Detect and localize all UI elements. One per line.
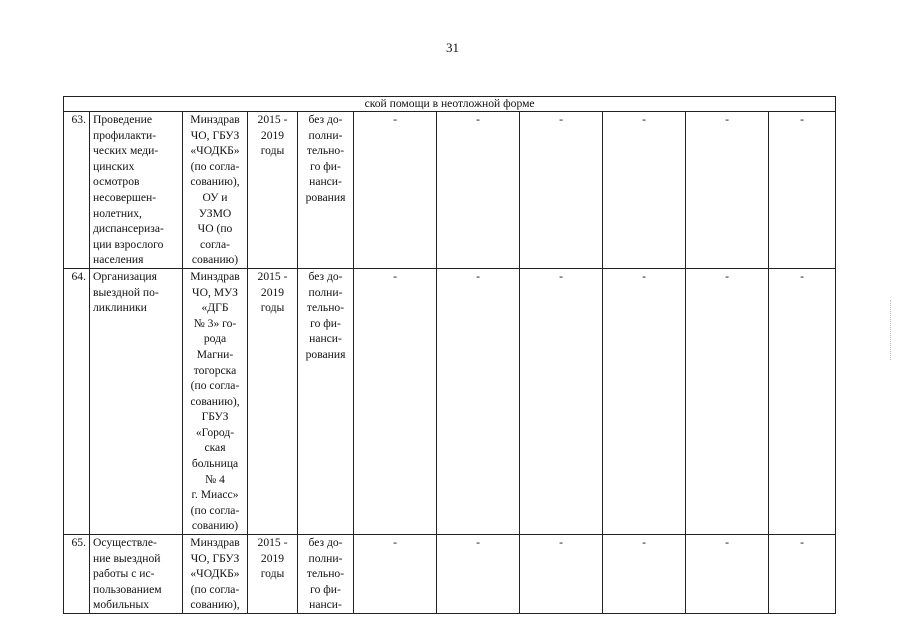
executor-cell: Минздрав ЧО, ГБУЗ «ЧОДКБ» (по согла- сованию), ОУ и УЗМО ЧО (по согла- сованию) — [183, 112, 248, 269]
executor-cell: Минздрав ЧО, ГБУЗ «ЧОДКБ» (по согла- сованию), — [183, 535, 248, 614]
row-number: 64. — [64, 268, 90, 534]
value-cell: - — [769, 535, 836, 614]
period-cell: 2015 - 2019 годы — [248, 268, 298, 534]
activity-cell: Осуществле- ние выездной работы с ис- пользованием мобильных — [90, 535, 183, 614]
value-cell: - — [437, 535, 520, 614]
value-cell: - — [603, 268, 686, 534]
value-cell: - — [437, 112, 520, 269]
value-cell: - — [603, 112, 686, 269]
value-cell: - — [603, 535, 686, 614]
program-table — [63, 96, 836, 614]
value-cell: - — [769, 268, 836, 534]
value-cell: - — [686, 268, 769, 534]
table-row — [64, 112, 836, 269]
value-cell: - — [686, 535, 769, 614]
scan-margin-marks — [890, 300, 895, 360]
activity-cell: Организация выездной по- ликлиники — [90, 268, 183, 534]
value-cell: - — [354, 535, 437, 614]
activity-cell: Проведение профилакти- ческих меди- цинских осмотров несовершен- нолетних, диспансериза- ции взрослого населения — [90, 112, 183, 269]
financing-cell: без до- полни- тельно- го фи- нанси- рования — [298, 268, 354, 534]
section-header-row — [64, 97, 836, 112]
value-cell: - — [437, 268, 520, 534]
period-cell: 2015 - 2019 годы — [248, 535, 298, 614]
value-cell: - — [520, 535, 603, 614]
value-cell: - — [686, 112, 769, 269]
financing-cell: без до- полни- тельно- го фи- нанси- — [298, 535, 354, 614]
table-row — [64, 535, 836, 614]
value-cell: - — [354, 112, 437, 269]
value-cell: - — [769, 112, 836, 269]
executor-cell: Минздрав ЧО, МУЗ «ДГБ № 3» го- рода Магни- тогорска (по согла- сованию), ГБУЗ «Город- ская больница № 4 г. Миасс» (по согла- сованию) — [183, 268, 248, 534]
row-number: 65. — [64, 535, 90, 614]
value-cell: - — [520, 112, 603, 269]
financing-cell: без до- полни- тельно- го фи- нанси- рования — [298, 112, 354, 269]
period-cell: 2015 - 2019 годы — [248, 112, 298, 269]
value-cell: - — [354, 268, 437, 534]
row-number: 63. — [64, 112, 90, 269]
section-header: ской помощи в неотложной форме — [64, 97, 836, 112]
page-number: 31 — [446, 40, 459, 55]
table-row — [64, 268, 836, 534]
value-cell: - — [520, 268, 603, 534]
